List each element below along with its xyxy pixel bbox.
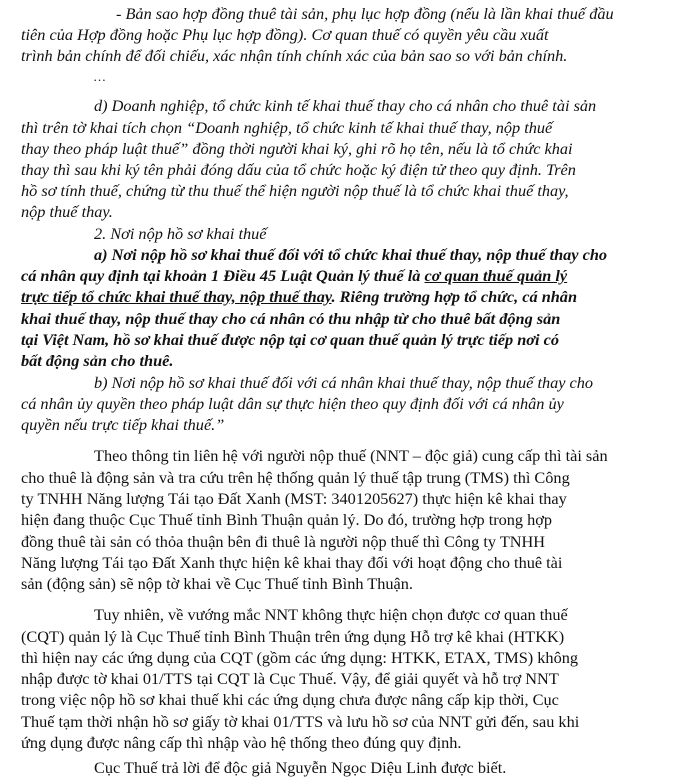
bold-line [21,287,577,308]
text-line: sản (động sản) sẽ nộp tờ khai về Cục Thuế tỉnh Bình Thuận. [21,574,413,593]
closing-line: Cục Thuế trả lời để độc giả Nguyễn Ngọc Diệu Linh được biết. [94,758,507,777]
text-line: cá nhân ủy quyền theo pháp luật dân sự thực hiện theo quy định đối với cá nhân ủy [21,394,564,413]
bold-text: . Riêng trường hợp tổ chức, cá nhân [331,287,577,306]
text-line: thì trên tờ khai tích chọn “Doanh nghiệp, tổ chức kinh tế khai thuế thay, nộp thuế [21,118,553,137]
text-line: tiên của Hợp đồng hoặc Phụ lục hợp đồng). Cơ quan thuế có quyền yêu cầu xuất [21,25,549,44]
bold-line: khai thuế thay, nộp thuế thay cho cá nhân có thu nhập từ cho thuê bất động sản [21,309,561,328]
text-line: Theo thông tin liên hệ với người nộp thuế (NNT – độc giả) cung cấp thì tài sản [94,446,608,465]
text-line: hiện đang thuộc Cục Thuế tỉnh Bình Thuận quản lý. Do đó, trường hợp trong hợp [21,510,553,529]
bold-text: cá nhân quy định tại khoản 1 Điều 45 Luật Quản lý thuế là [21,266,425,285]
section-heading: 2. Nơi nộp hồ sơ khai thuế [94,224,267,243]
bold-line [21,266,567,287]
text-line: cho thuê là động sản và tra cứu trên hệ thống quản lý thuế tập trung (TMS) thì Công [21,468,570,487]
text-line: hồ sơ tính thuế, chứng từ thu thuế thể hiện người nộp thuế là tổ chức khai thuế thay, [21,181,569,200]
text-line: thay thì sau khi ký tên phải đóng dấu của tổ chức hoặc ký điện tử theo quy định. Trên [21,160,576,179]
text-line: d) Doanh nghiệp, tổ chức kinh tế khai thuế thay cho cá nhân cho thuê tài sản [94,96,597,115]
text-line: ứng dụng được nâng cấp thì nhập vào hệ thống theo đúng quy định. [21,733,462,752]
underlined-text: cơ quan thuế quản lý [424,266,568,285]
text-line: đồng thuê tài sản có thỏa thuận bên đi thuê là người nộp thuế thì Công ty TNHH [21,532,546,551]
bold-line: tại Việt Nam, hồ sơ khai thuế được nộp tại cơ quan thuế quản lý trực tiếp nơi có [21,330,559,349]
bold-line: a) Nơi nộp hồ sơ khai thuế đối với tổ chức khai thuế thay, nộp thuế thay cho [94,245,608,264]
text-line: trình bản chính để đối chiếu, xác nhận tính chính xác của bản sao so với bản chính. [21,46,568,65]
text-line: thay theo pháp luật thuế” đồng thời người khai ký, ghi rõ họ tên, nếu là tổ chức khai [21,139,573,158]
text-line: - Bản sao hợp đồng thuê tài sản, phụ lục hợp đồng (nếu là lần khai thuế đầu [116,4,614,23]
ellipsis: … [94,69,106,84]
bold-line: bất động sản cho thuê. [21,351,174,370]
text-line: Năng lượng Tái tạo Đất Xanh thực hiện kê khai thay đối với hoạt động cho thuê tài [21,553,563,572]
text-line: b) Nơi nộp hồ sơ khai thuế đối với cá nhân khai thuế thay, nộp thuế thay cho [94,373,594,392]
text-line: thì hiện nay các ứng dụng của CQT (gồm các ứng dụng: HTKK, ETAX, TMS) không [21,648,578,667]
text-line: (CQT) quản lý là Cục Thuế tỉnh Bình Thuận trên ứng dụng Hỗ trợ kê khai (HTKK) [21,627,565,646]
text-line: Thuế tạm thời nhận hồ sơ giấy tờ khai 01/TTS và lưu hồ sơ của NNT gửi đến, sau khi [21,712,580,731]
underlined-text: trực tiếp tổ chức khai thuế thay, nộp thuế thay [21,287,332,306]
text-line: quyền nếu trực tiếp khai thuế.” [21,415,225,434]
text-line: nhập được tờ khai 01/TTS tại CQT là Cục Thuế. Vậy, để giải quyết và hỗ trợ NNT [21,669,559,688]
text-line: ty TNHH Năng lượng Tái tạo Đất Xanh (MST: 3401205627) thực hiện kê khai thay [21,489,567,508]
text-line: Tuy nhiên, về vướng mắc NNT không thực hiện chọn được cơ quan thuế [94,605,568,624]
text-line: nộp thuế thay. [21,202,113,221]
text-line: trong việc nộp hồ sơ khai thuế khi các ứng dụng chưa được nâng cấp kịp thời, Cục [21,690,559,709]
